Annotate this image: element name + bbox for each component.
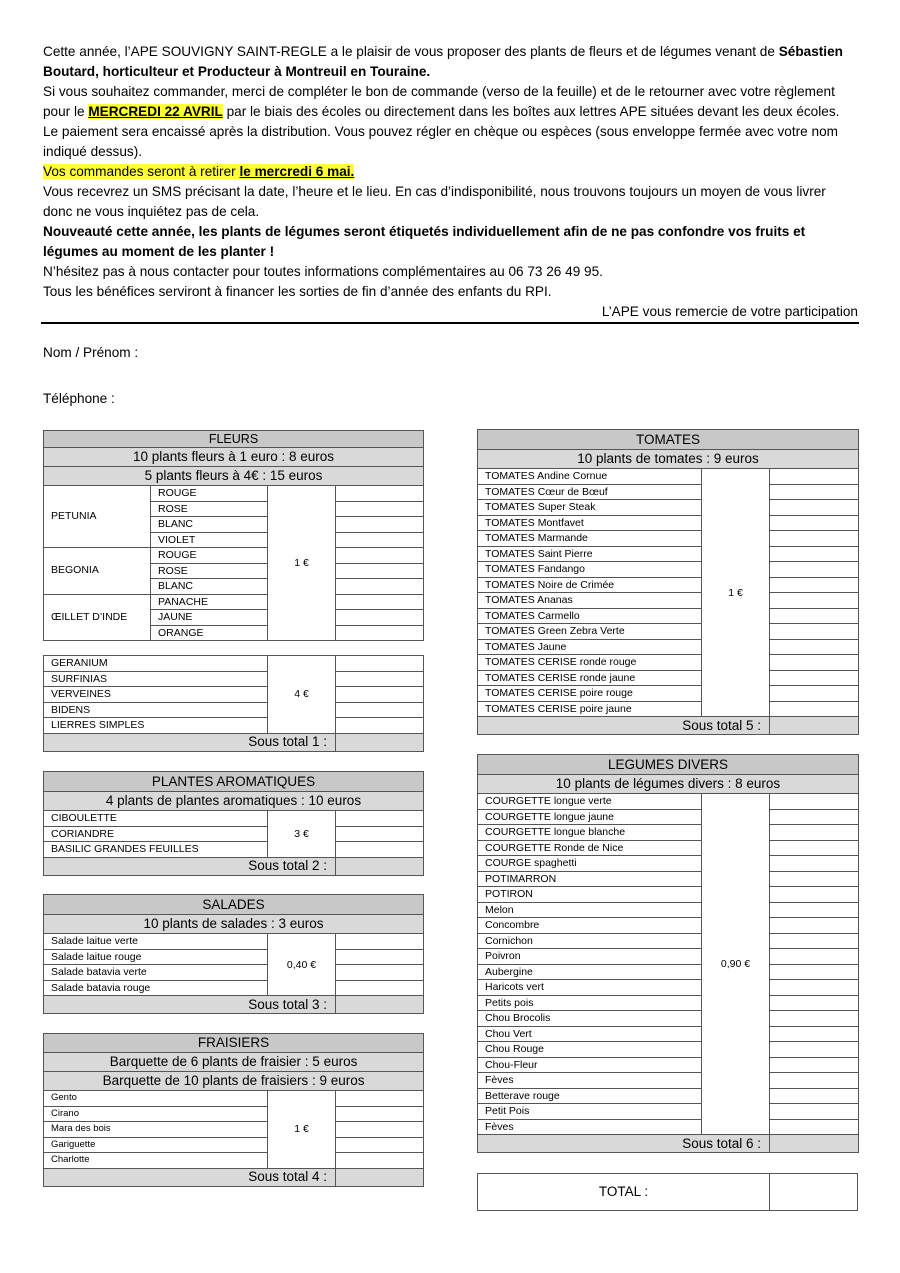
item-label: Mara des bois <box>44 1122 268 1138</box>
item-label: Fèves <box>478 1119 702 1135</box>
quantity-cell[interactable] <box>770 670 859 686</box>
unit-price: 3 € <box>268 811 336 858</box>
table-row <box>44 671 424 687</box>
total-label: TOTAL : <box>478 1174 770 1210</box>
separator-rule <box>41 322 859 324</box>
intro-p3: Vos commandes seront à retirer le mercredi 6 mai. <box>43 164 355 179</box>
table-row <box>478 840 859 856</box>
quantity-cell[interactable] <box>770 624 859 640</box>
subtotal-value[interactable] <box>336 996 424 1014</box>
table-row <box>478 484 859 500</box>
table-row <box>44 811 424 827</box>
table-row <box>478 1026 859 1042</box>
quantity-cell[interactable] <box>336 532 424 548</box>
table-row <box>44 486 424 502</box>
quantity-cell[interactable] <box>770 1026 859 1042</box>
total-box <box>477 1173 858 1211</box>
quantity-cell[interactable] <box>770 1042 859 1058</box>
subtotal-label: Sous total 4 : <box>44 1168 336 1186</box>
item-label: COURGETTE longue blanche <box>478 825 702 841</box>
quantity-cell[interactable] <box>770 840 859 856</box>
item-label: CIBOULETTE <box>44 811 268 827</box>
quantity-cell[interactable] <box>336 949 424 965</box>
table-row <box>44 718 424 734</box>
quantity-cell[interactable] <box>336 826 424 842</box>
item-label: Gento <box>44 1091 268 1107</box>
unit-price: 1 € <box>268 1091 336 1169</box>
quantity-cell[interactable] <box>336 594 424 610</box>
table-row <box>478 593 859 609</box>
item-label: COURGETTE Ronde de Nice <box>478 840 702 856</box>
aromatiques-title: PLANTES AROMATIQUES <box>44 772 424 792</box>
item-label: TOMATES CERISE ronde jaune <box>478 670 702 686</box>
table-row <box>478 624 859 640</box>
table-row <box>44 934 424 950</box>
item-label: Gariguette <box>44 1137 268 1153</box>
quantity-cell[interactable] <box>770 1011 859 1027</box>
flower-color: ROUGE <box>151 486 268 502</box>
quantity-cell[interactable] <box>336 842 424 858</box>
flower-color: ORANGE <box>151 625 268 641</box>
item-label: Salade laitue verte <box>44 934 268 950</box>
quantity-cell[interactable] <box>336 1106 424 1122</box>
item-label: TOMATES Carmello <box>478 608 702 624</box>
subtotal-label: Sous total 2 : <box>44 857 336 875</box>
table-row <box>44 687 424 703</box>
quantity-cell[interactable] <box>336 486 424 502</box>
table-row <box>478 980 859 996</box>
unit-price: 1 € <box>268 486 336 641</box>
quantity-cell[interactable] <box>770 794 859 810</box>
subtotal-label: Sous total 5 : <box>478 717 770 735</box>
item-label: TOMATES CERISE poire jaune <box>478 701 702 717</box>
item-label: Aubergine <box>478 964 702 980</box>
table-row <box>44 826 424 842</box>
item-label: TOMATES Andine Cornue <box>478 469 702 485</box>
item-label: Concombre <box>478 918 702 934</box>
quantity-cell[interactable] <box>770 701 859 717</box>
subtotal-value[interactable] <box>770 717 859 735</box>
item-label: POTIMARRON <box>478 871 702 887</box>
quantity-cell[interactable] <box>770 593 859 609</box>
table-row <box>478 871 859 887</box>
table-row <box>44 1091 424 1107</box>
quantity-cell[interactable] <box>770 531 859 547</box>
legumes-offer: 10 plants de légumes divers : 8 euros <box>478 775 859 794</box>
quantity-cell[interactable] <box>770 964 859 980</box>
flower-group-2: ŒILLET D’INDE <box>44 594 151 641</box>
table-row <box>478 825 859 841</box>
fraisiers-offer-2: Barquette de 10 plants de fraisiers : 9 euros <box>44 1072 424 1091</box>
quantity-cell[interactable] <box>770 608 859 624</box>
quantity-cell[interactable] <box>770 469 859 485</box>
item-label: Salade batavia rouge <box>44 980 268 996</box>
tomates-table <box>477 429 859 735</box>
quantity-cell[interactable] <box>770 902 859 918</box>
table-row <box>478 856 859 872</box>
item-label: TOMATES Noire de Crimée <box>478 577 702 593</box>
table-row <box>478 655 859 671</box>
quantity-cell[interactable] <box>770 546 859 562</box>
intro-p1: Cette année, l’APE SOUVIGNY SAINT-REGLE a le plaisir de vous proposer des plants de fleurs et de légumes venant de Sébastien Boutard, horticulteur et Producteur à Montreuil en Touraine. <box>43 44 843 79</box>
quantity-cell[interactable] <box>336 610 424 626</box>
table-row <box>478 686 859 702</box>
quantity-cell[interactable] <box>770 856 859 872</box>
intro-p2: Si vous souhaitez commander, merci de compléter le bon de commande (verso de la feuille) et de le retourner avec votre règlement pour le MERCREDI 22 AVRIL par le biais des écoles ou directement dans les boîtes aux lettres APE situées devant les deux écoles. Le paiement sera encaissé après la distribution. Vous pouvez régler en chèque ou espèces (sous enveloppe fermée avec votre nom indiqué dessus). <box>43 84 840 159</box>
fleurs-table <box>43 430 424 641</box>
subtotal-label: Sous total 3 : <box>44 996 336 1014</box>
item-label: TOMATES Marmande <box>478 531 702 547</box>
quantity-cell[interactable] <box>336 1091 424 1107</box>
quantity-cell[interactable] <box>336 671 424 687</box>
item-label: Fèves <box>478 1073 702 1089</box>
flower-color: BLANC <box>151 517 268 533</box>
subtotal-label: Sous total 1 : <box>44 733 336 751</box>
quantity-cell[interactable] <box>336 625 424 641</box>
table-row <box>44 594 424 610</box>
table-row <box>478 995 859 1011</box>
legumes-table <box>477 754 859 1153</box>
item-label: TOMATES Cœur de Bœuf <box>478 484 702 500</box>
quantity-cell[interactable] <box>336 934 424 950</box>
item-label: SURFINIAS <box>44 671 268 687</box>
item-label: TOMATES Green Zebra Verte <box>478 624 702 640</box>
quantity-cell[interactable] <box>336 980 424 996</box>
item-label: LIERRES SIMPLES <box>44 718 268 734</box>
item-label: Haricots vert <box>478 980 702 996</box>
item-label: COURGETTE longue verte <box>478 794 702 810</box>
quantity-cell[interactable] <box>770 1119 859 1135</box>
table-row <box>478 1073 859 1089</box>
table-row <box>478 933 859 949</box>
subtotal-value[interactable] <box>770 1135 859 1153</box>
unit-price: 0,40 € <box>268 934 336 996</box>
flower-color: VIOLET <box>151 532 268 548</box>
table-row <box>478 918 859 934</box>
table-row <box>478 608 859 624</box>
table-row <box>44 949 424 965</box>
item-label: TOMATES Jaune <box>478 639 702 655</box>
item-label: Betterave rouge <box>478 1088 702 1104</box>
item-label: TOMATES CERISE ronde rouge <box>478 655 702 671</box>
item-label: COURGETTE longue jaune <box>478 809 702 825</box>
quantity-cell[interactable] <box>770 933 859 949</box>
flower-group-1: BEGONIA <box>44 548 151 595</box>
quantity-cell[interactable] <box>770 1057 859 1073</box>
quantity-cell[interactable] <box>336 656 424 672</box>
deadline-date: MERCREDI 22 AVRIL <box>88 104 223 119</box>
table-row <box>478 809 859 825</box>
fleurs-offer-2: 5 plants fleurs à 4€ : 15 euros <box>44 467 424 486</box>
item-label: Petits pois <box>478 995 702 1011</box>
table-row <box>478 1104 859 1120</box>
item-label: BIDENS <box>44 702 268 718</box>
table-row <box>478 902 859 918</box>
table-row <box>478 515 859 531</box>
quantity-cell[interactable] <box>336 702 424 718</box>
quantity-cell[interactable] <box>770 825 859 841</box>
fraisiers-title: FRAISIERS <box>44 1034 424 1053</box>
table-row <box>478 577 859 593</box>
quantity-cell[interactable] <box>336 811 424 827</box>
legumes-title: LEGUMES DIVERS <box>478 755 859 775</box>
table-row <box>478 1042 859 1058</box>
pickup-date: le mercredi 6 mai. <box>239 164 355 179</box>
subtotal-label: Sous total 6 : <box>478 1135 770 1153</box>
table-row <box>478 1011 859 1027</box>
table-row <box>478 1119 859 1135</box>
item-label: Chou Rouge <box>478 1042 702 1058</box>
item-label: Charlotte <box>44 1153 268 1169</box>
item-label: POTIRON <box>478 887 702 903</box>
table-row <box>44 1137 424 1153</box>
quantity-cell[interactable] <box>770 686 859 702</box>
quantity-cell[interactable] <box>770 949 859 965</box>
thanks-line: L’APE vous remercie de votre participation <box>601 304 858 319</box>
table-row <box>478 701 859 717</box>
item-label: Chou Vert <box>478 1026 702 1042</box>
salades-title: SALADES <box>44 895 424 915</box>
quantity-cell[interactable] <box>770 655 859 671</box>
table-row <box>478 1088 859 1104</box>
flower-color: ROSE <box>151 563 268 579</box>
item-label: CORIANDRE <box>44 826 268 842</box>
item-label: Salade laitue rouge <box>44 949 268 965</box>
table-row <box>478 639 859 655</box>
item-label: TOMATES Saint Pierre <box>478 546 702 562</box>
table-row <box>44 1153 424 1169</box>
fleurs-offer-1: 10 plants fleurs à 1 euro : 8 euros <box>44 448 424 467</box>
item-label: COURGE spaghetti <box>478 856 702 872</box>
table-row <box>478 562 859 578</box>
table-row <box>44 980 424 996</box>
salades-table <box>43 894 424 1014</box>
table-row <box>44 842 424 858</box>
quantity-cell[interactable] <box>770 500 859 516</box>
flower-color: JAUNE <box>151 610 268 626</box>
quantity-cell[interactable] <box>336 687 424 703</box>
table-row <box>478 949 859 965</box>
tomates-offer: 10 plants de tomates : 9 euros <box>478 450 859 469</box>
tomates-title: TOMATES <box>478 430 859 450</box>
quantity-cell[interactable] <box>770 918 859 934</box>
aromatiques-table <box>43 771 424 876</box>
intro-text <box>43 42 858 322</box>
quantity-cell[interactable] <box>770 484 859 500</box>
item-label: Poivron <box>478 949 702 965</box>
quantity-cell[interactable] <box>336 579 424 595</box>
item-label: Chou Brocolis <box>478 1011 702 1027</box>
table-row <box>44 656 424 672</box>
item-label: Salade batavia verte <box>44 965 268 981</box>
item-label: Petit Pois <box>478 1104 702 1120</box>
quantity-cell[interactable] <box>770 562 859 578</box>
name-field-label: Nom / Prénom : <box>43 345 139 360</box>
table-row <box>478 1057 859 1073</box>
item-label: Chou-Fleur <box>478 1057 702 1073</box>
table-row <box>44 965 424 981</box>
item-label: TOMATES Super Steak <box>478 500 702 516</box>
quantity-cell[interactable] <box>770 639 859 655</box>
table-row <box>44 1106 424 1122</box>
table-row <box>44 548 424 564</box>
fraisiers-table <box>43 1033 424 1187</box>
table-row <box>478 794 859 810</box>
flower-group-0: PETUNIA <box>44 486 151 548</box>
fraisiers-offer-1: Barquette de 6 plants de fraisier : 5 euros <box>44 1053 424 1072</box>
unit-price: 4 € <box>268 656 336 734</box>
quantity-cell[interactable] <box>336 1137 424 1153</box>
quantity-cell[interactable] <box>770 1088 859 1104</box>
intro-p6: N’hésitez pas à nous contacter pour toutes informations complémentaires au 06 73 26 49 95. <box>43 264 603 279</box>
fleurs-title: FLEURS <box>44 431 424 448</box>
flower-color: ROSE <box>151 501 268 517</box>
subtotal-value[interactable] <box>336 733 424 751</box>
flower-color: PANACHE <box>151 594 268 610</box>
salades-offer: 10 plants de salades : 3 euros <box>44 915 424 934</box>
item-label: TOMATES CERISE poire rouge <box>478 686 702 702</box>
table-row <box>44 1122 424 1138</box>
quantity-cell[interactable] <box>770 577 859 593</box>
quantity-cell[interactable] <box>336 1122 424 1138</box>
phone-field-label: Téléphone : <box>43 391 115 406</box>
flower-color: BLANC <box>151 579 268 595</box>
intro-p7: Tous les bénéfices serviront à financer les sorties de fin d’année des enfants du RPI. <box>43 284 552 299</box>
table-row <box>478 964 859 980</box>
unit-price: 1 € <box>702 469 770 717</box>
quantity-cell[interactable] <box>770 1104 859 1120</box>
table-row <box>478 469 859 485</box>
quantity-cell[interactable] <box>336 1153 424 1169</box>
quantity-cell[interactable] <box>770 809 859 825</box>
quantity-cell[interactable] <box>336 501 424 517</box>
item-label: TOMATES Fandango <box>478 562 702 578</box>
table-row <box>478 546 859 562</box>
intro-p4: Vous recevrez un SMS précisant la date, l’heure et le lieu. En cas d’indisponibilité, nous trouvons toujours un moyen de vous livrer donc ne vous inquiétez pas de cela. <box>43 184 826 219</box>
quantity-cell[interactable] <box>336 563 424 579</box>
quantity-cell[interactable] <box>336 965 424 981</box>
quantity-cell[interactable] <box>336 548 424 564</box>
quantity-cell[interactable] <box>336 517 424 533</box>
fleurs-others-table <box>43 655 424 752</box>
item-label: TOMATES Ananas <box>478 593 702 609</box>
item-label: Melon <box>478 902 702 918</box>
item-label: TOMATES Montfavet <box>478 515 702 531</box>
subtotal-value[interactable] <box>336 857 424 875</box>
item-label: VERVEINES <box>44 687 268 703</box>
subtotal-value[interactable] <box>336 1168 424 1186</box>
quantity-cell[interactable] <box>770 1073 859 1089</box>
table-row <box>478 500 859 516</box>
intro-p5: Nouveauté cette année, les plants de légumes seront étiquetés individuellement afin de ne pas confondre vos fruits et légumes au moment de les planter ! <box>43 224 806 259</box>
aromatiques-offer: 4 plants de plantes aromatiques : 10 euros <box>44 792 424 811</box>
quantity-cell[interactable] <box>770 515 859 531</box>
quantity-cell[interactable] <box>770 995 859 1011</box>
quantity-cell[interactable] <box>336 718 424 734</box>
item-label: Cirano <box>44 1106 268 1122</box>
unit-price: 0,90 € <box>702 794 770 1135</box>
quantity-cell[interactable] <box>770 980 859 996</box>
table-row <box>478 531 859 547</box>
table-row <box>478 670 859 686</box>
quantity-cell[interactable] <box>770 887 859 903</box>
item-label: BASILIC GRANDES FEUILLES <box>44 842 268 858</box>
table-row <box>478 887 859 903</box>
table-row <box>44 702 424 718</box>
item-label: Cornichon <box>478 933 702 949</box>
item-label: GERANIUM <box>44 656 268 672</box>
flower-color: ROUGE <box>151 548 268 564</box>
quantity-cell[interactable] <box>770 871 859 887</box>
